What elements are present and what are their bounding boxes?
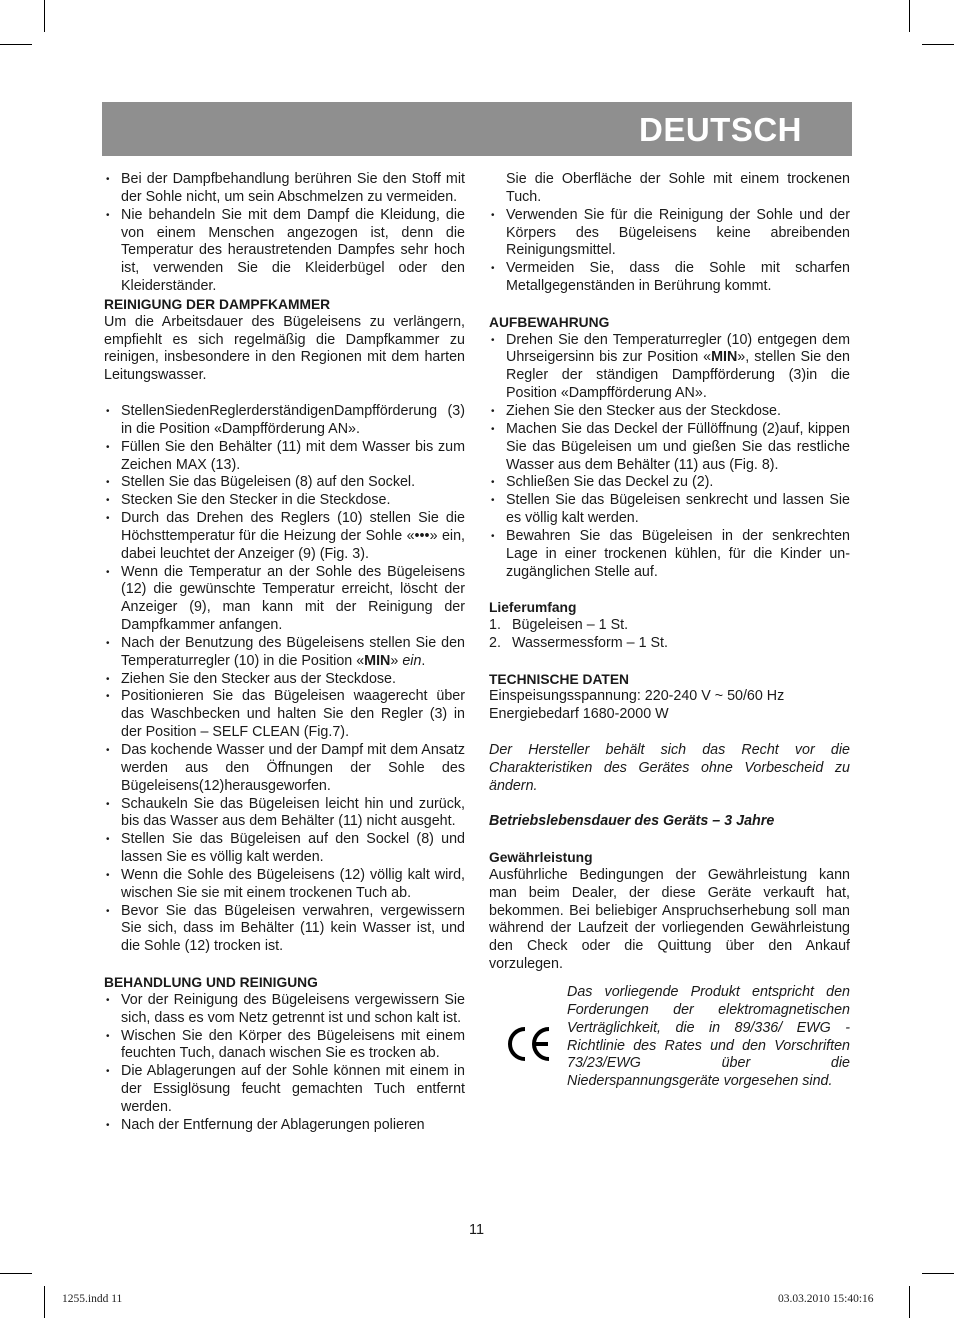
storage-bullet-list — [489, 332, 850, 582]
list-item: • Schaukeln Sie das Bügeleisen leicht hin und zurück, bis das Wasser aus dem Behälter (11) nicht ausgeht. — [104, 796, 465, 832]
list-item-continuation: Sie die Oberfläche der Sohle mit einem trockenen Tuch. — [506, 171, 850, 205]
crop-mark — [922, 1273, 954, 1274]
crop-mark — [0, 44, 32, 45]
list-item: • Die Ablagerungen auf der Sohle können mit einem in der Essiglösung feucht gemachten Tuch entfernt werden. — [104, 1063, 465, 1117]
section-heading: AUFBEWAHRUNG — [489, 314, 610, 330]
list-item: • Durch das Drehen des Reglers (10) stellen Sie die Höchsttemperatur für die Heizung der Sohle «•••» ein, dabei leuchtet der Anzeiger (9) (Fig. 3). — [104, 510, 465, 564]
care-bullet-list-continued — [489, 171, 850, 296]
list-item: • Nach der Entfernung der Ablagerungen polieren — [104, 1117, 465, 1135]
list-item: • Wischen Sie den Körper des Bügeleisens mit einem feuchten Tuch, danach wischen Sie es trocken ab. — [104, 1028, 465, 1064]
list-item: • Ziehen Sie den Stecker aus der Steckdose. — [489, 403, 850, 421]
crop-mark — [44, 0, 45, 32]
crop-mark — [44, 1286, 45, 1318]
disclaimer-text: Der Hersteller behält sich das Recht vor die Charakteristiken des Gerätes ohne Vorbescheid zu ändern. — [489, 742, 850, 794]
list-item: • Ziehen Sie den Stecker aus der Steckdose. — [104, 671, 465, 689]
list-item: • Bei der Dampfbehandlung berühren Sie den Stoff mit der Sohle nicht, um sein Abschmelzen zu vermeiden. — [104, 171, 465, 207]
list-item: • Machen Sie das Deckel der Füllöffnung (2)auf, kippen Sie das Bügeleisen um und gießen Sie das restliche Wasser aus dem Behälter (11) aus (Fig. 8). — [489, 421, 850, 475]
warranty-text: Ausführliche Bedingungen der Gewährleistung kann man beim Dealer, der diese Geräte verkauft hat, bekommen. Bei beliebiger Anspruchserhebung soll man während der Laufzeit der vorliegenden Gewährleistung den Check oder die Quittung über den Ankauf vorzulegen. — [489, 866, 850, 973]
ce-compliance-block — [489, 984, 850, 1114]
section-heading: REINIGUNG DER DAMPFKAMMER — [104, 296, 331, 312]
list-item: • Positionieren Sie das Bügeleisen waagerecht über das Waschbecken und halten Sie den Regler (3) in der Position – SELF CLEAN (Fig.7). — [104, 688, 465, 742]
list-item: 2. Wassermessform – 1 St. — [489, 634, 668, 651]
list-item: • Schließen Sie das Deckel zu (2). — [489, 474, 850, 492]
list-item: • Stellen Sie das Bügeleisen auf den Sockel (8) und lassen Sie es völlig kalt werden. — [104, 831, 465, 867]
left-column — [104, 171, 465, 1135]
list-item: • Vermeiden Sie, dass die Sohle mit scharfen Metallgegenständen in Berührung kommt. — [489, 260, 850, 296]
timestamp-slug: 03.03.2010 15:40:16 — [778, 1293, 874, 1305]
section-heading: Gewährleistung — [489, 850, 593, 866]
list-item: • Vor der Reinigung des Bügeleisens vergewissern Sie sich, dass es vom Netz getrennt ist und schon kalt ist. — [104, 992, 465, 1028]
right-column — [489, 171, 850, 1114]
language-header-bar — [102, 102, 852, 156]
file-slug: 1255.indd 11 — [62, 1293, 123, 1305]
section-heading: TECHNISCHE DATEN — [489, 671, 630, 687]
paragraph: Um die Arbeitsdauer des Bügeleisens zu verlängern, empfiehlt es sich regelmäßig die Dampfkammer zu reinigen, insbesondere in den Regionen mit dem harten Leitungswasser. — [104, 313, 465, 384]
ce-mark-icon — [503, 1024, 553, 1064]
list-item: • Wenn die Temperatur an der Sohle des Bügeleisens (12) die gewünschte Temperatur erreicht, löscht der Anzeiger (9), man kann mit der Reinigung der Dampfkammer anfangen. — [104, 564, 465, 635]
list-item: • Das kochende Wasser und der Dampf mit dem Ansatz werden aus den Öffnungen der Sohle des Bügeleisens(12)herausgeworfen. — [104, 742, 465, 796]
list-item: • Stellen Sie das Bügeleisen senkrecht und lassen Sie es völlig kalt werden. — [489, 492, 850, 528]
crop-mark — [909, 1286, 910, 1318]
list-item: • Bevor Sie das Bügeleisen verwahren, vergewissern Sie sich, dass im Behälter (11) kein Wasser ist, und die Sohle (12) trocken ist. — [104, 903, 465, 957]
list-item: • Stellen Sie das Bügeleisen (8) auf den Sockel. — [104, 474, 465, 492]
tech-spec-line: Energiebedarf 1680-2000 W — [489, 706, 669, 723]
tech-spec-line: Einspeisungsspannung: 220-240 V ~ 50/60 Hz — [489, 688, 785, 705]
list-item: • Füllen Sie den Behälter (11) mit dem Wasser bis zum Zeichen MAX (13). — [104, 439, 465, 475]
ce-compliance-text: Das vorliegende Produkt entspricht den Forderungen der elektromagnetischen Verträglichkeit, die in 89/336/ EWG -Richtlinie des Rates und den Vorschriften 73/23/EWG über die Niederspannungsgeräte vorgesehen sind. — [567, 983, 850, 1090]
list-item: • Wenn die Sohle des Bügeleisens (12) völlig kalt wird, wischen Sie sie mit einem trockenen Tuch ab. — [104, 867, 465, 903]
crop-mark — [909, 0, 910, 32]
lifetime-note: Betriebslebensdauer des Geräts – 3 Jahre — [489, 813, 775, 830]
list-item: • Verwenden Sie für die Reinigung der Sohle und der Körpers des Bügeleisens keine abreibenden Reinigungsmittel. — [489, 207, 850, 261]
list-item: 1. Bügeleisen – 1 St. — [489, 617, 629, 634]
section-heading: BEHANDLUNG UND REINIGUNG — [104, 974, 318, 990]
list-item: • Bewahren Sie das Bügeleisen in der senkrechten Lage in einer trockenen kühlen, für die Kinder unzugänglichen Stelle auf. — [489, 528, 850, 582]
list-item: • StellenSiedenReglerderständigenDampfförderung (3) in die Position «Dampfförderung AN». — [104, 403, 465, 439]
list-item: • Drehen Sie den Temperaturregler (10) entgegen dem Uhrseigersinn bis zur Position «MIN», stellen Sie den Regler der ständigen Dampfförderung (3)in die Position «Dampfförderung AN». — [489, 332, 850, 403]
section-heading: Lieferumfang — [489, 600, 577, 616]
page-title: DEUTSCH — [638, 111, 802, 148]
delivery-list — [489, 617, 850, 653]
crop-mark — [0, 1273, 32, 1274]
list-item: • Nach der Benutzung des Bügeleisens stellen Sie den Temperaturregler (10) in die Position «MIN» ein. — [104, 635, 465, 671]
list-item: • Stecken Sie den Stecker in die Steckdose. — [104, 492, 465, 510]
steam-cleaning-bullet-list — [104, 403, 465, 956]
care-bullet-list — [104, 992, 465, 1135]
crop-mark — [922, 44, 954, 45]
intro-bullet-list — [104, 171, 465, 296]
list-item: • Nie behandeln Sie mit dem Dampf die Kleidung, die von einem Menschen angezogen ist, denn die Temperatur des heraustretenden Dampfes sehr hoch ist, verwenden Sie die Kleiderbügel oder den Kleiderständer. — [104, 207, 465, 296]
page-number: 11 — [469, 1222, 485, 1238]
